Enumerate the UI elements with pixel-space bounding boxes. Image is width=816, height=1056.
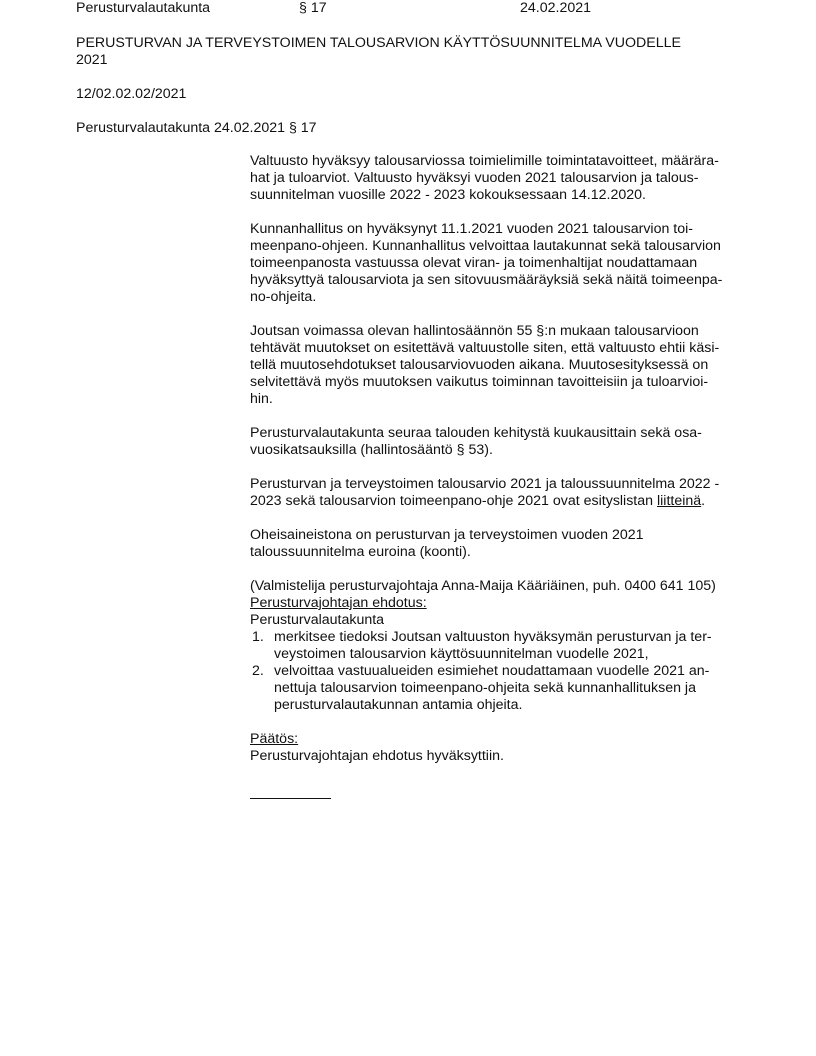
document-body (250, 153, 742, 799)
proposal-heading: Perusturvajohtajan ehdotus: (250, 595, 427, 611)
text-line: velvoittaa vastuualueiden esimiehet noudattamaan vuodelle 2021 an- (274, 663, 710, 679)
list-item-number: 2. (252, 663, 264, 679)
text-segment: 2023 sekä talousarvion toimeenpano-ohje 2021 ovat esityslistan (250, 493, 657, 509)
text-line: hyväksyttyä talousarviota ja sen sitovuusmääräyksiä sekä näitä toimeenpa- (250, 272, 723, 288)
text-segment: . (701, 493, 706, 509)
proposal-list (250, 629, 742, 714)
decision-section (250, 731, 742, 799)
paragraph-executive-board (250, 221, 742, 306)
list-item (250, 663, 742, 714)
proposal-subject: Perusturvalautakunta (250, 612, 385, 628)
paragraph-attachments (250, 476, 742, 510)
page-title-line-1: PERUSTURVAN JA TERVEYSTOIMEN TALOUSARVION KÄYTTÖSUUNNITELMA VUODELLE (76, 35, 681, 51)
closing-rule (250, 784, 331, 799)
text-line: Perusturvalautakunta seuraa talouden kehitystä kuukausittain sekä osa- (250, 425, 702, 441)
preparer-note: (Valmistelija perusturvajohtaja Anna-Maija Kääriäinen, puh. 0400 641 105) (250, 578, 716, 594)
page-title (76, 35, 681, 69)
text-line: hin. (250, 391, 273, 407)
text-line: taloussuunnitelma euroina (koonti). (250, 544, 471, 560)
text-line: toimeenpanosta vastuussa olevat viran- ja toimenhaltijat noudattamaan (250, 255, 698, 271)
text-line: vuosikatsauksilla (hallintosääntö § 53). (250, 442, 493, 458)
paragraph-budget (250, 153, 742, 204)
decision-heading: Päätös: (250, 731, 299, 747)
text-line: perusturvalautakunnan antamia ohjeita. (274, 697, 523, 713)
text-line: veystoimen talousarvion käyttösuunnitelman vuodelle 2021, (274, 646, 649, 662)
text-line: no-ohjeita. (250, 289, 317, 305)
header-committee: Perusturvalautakunta (76, 0, 211, 16)
text-line: Joutsan voimassa olevan hallintosäännön 55 §:n mukaan talousarvioon (250, 323, 699, 339)
paragraph-administrative-rules (250, 323, 742, 408)
list-item (250, 629, 742, 663)
paragraph-monitoring (250, 425, 742, 459)
text-line: selvitettävä myös muutoksen vaikutus toiminnan tavoitteisiin ja tuloarvioi- (250, 374, 709, 390)
text-line: hat ja tuloarviot. Valtuusto hyväksyi vuoden 2021 talousarvion ja talous- (250, 170, 699, 186)
header-date: 24.02.2021 (520, 0, 592, 16)
text-line: tellä muutosehdotukset talousarviovuoden aikana. Muutosesityksessä on (250, 357, 709, 373)
text-line: merkitsee tiedoksi Joutsan valtuuston hyväksymän perusturvan ja ter- (274, 629, 712, 645)
list-item-number: 1. (252, 629, 264, 645)
attachments-link[interactable]: liitteinä (656, 493, 702, 509)
text-line (250, 493, 742, 510)
text-line: meenpano-ohjeen. Kunnanhallitus velvoittaa lautakunnat sekä talousarvion (250, 238, 721, 254)
reference-number: 12/02.02.02/2021 (76, 86, 187, 102)
text-line: tehtävät muutokset on esitettävä valtuustolle siten, että valtuusto ehtii käsi- (250, 340, 720, 356)
text-line: nettuja talousarvion toimeenpano-ohjeita sekä kunnanhallituksen ja (274, 680, 696, 696)
text-line: Kunnanhallitus on hyväksynyt 11.1.2021 vuoden 2021 talousarvion toi- (250, 221, 694, 237)
text-line: Valtuusto hyväksyy talousarviossa toimielimille toimintatavoitteet, määrära- (250, 153, 719, 169)
text-line: Perusturvan ja terveystoimen talousarvio 2021 ja taloussuunnitelma 2022 - (250, 476, 720, 492)
text-line: Oheisaineistona on perusturvan ja terveystoimen vuoden 2021 (250, 527, 644, 543)
meeting-line: Perusturvalautakunta 24.02.2021 § 17 (76, 120, 317, 136)
decision-text: Perusturvajohtajan ehdotus hyväksyttiin. (250, 748, 504, 764)
text-line: suunnitelman vuosille 2022 - 2023 kokouksessaan 14.12.2020. (250, 187, 646, 203)
page-title-line-2: 2021 (76, 52, 108, 68)
proposal-section (250, 578, 742, 714)
paragraph-supplement (250, 527, 742, 561)
header-section: § 17 (299, 0, 327, 16)
